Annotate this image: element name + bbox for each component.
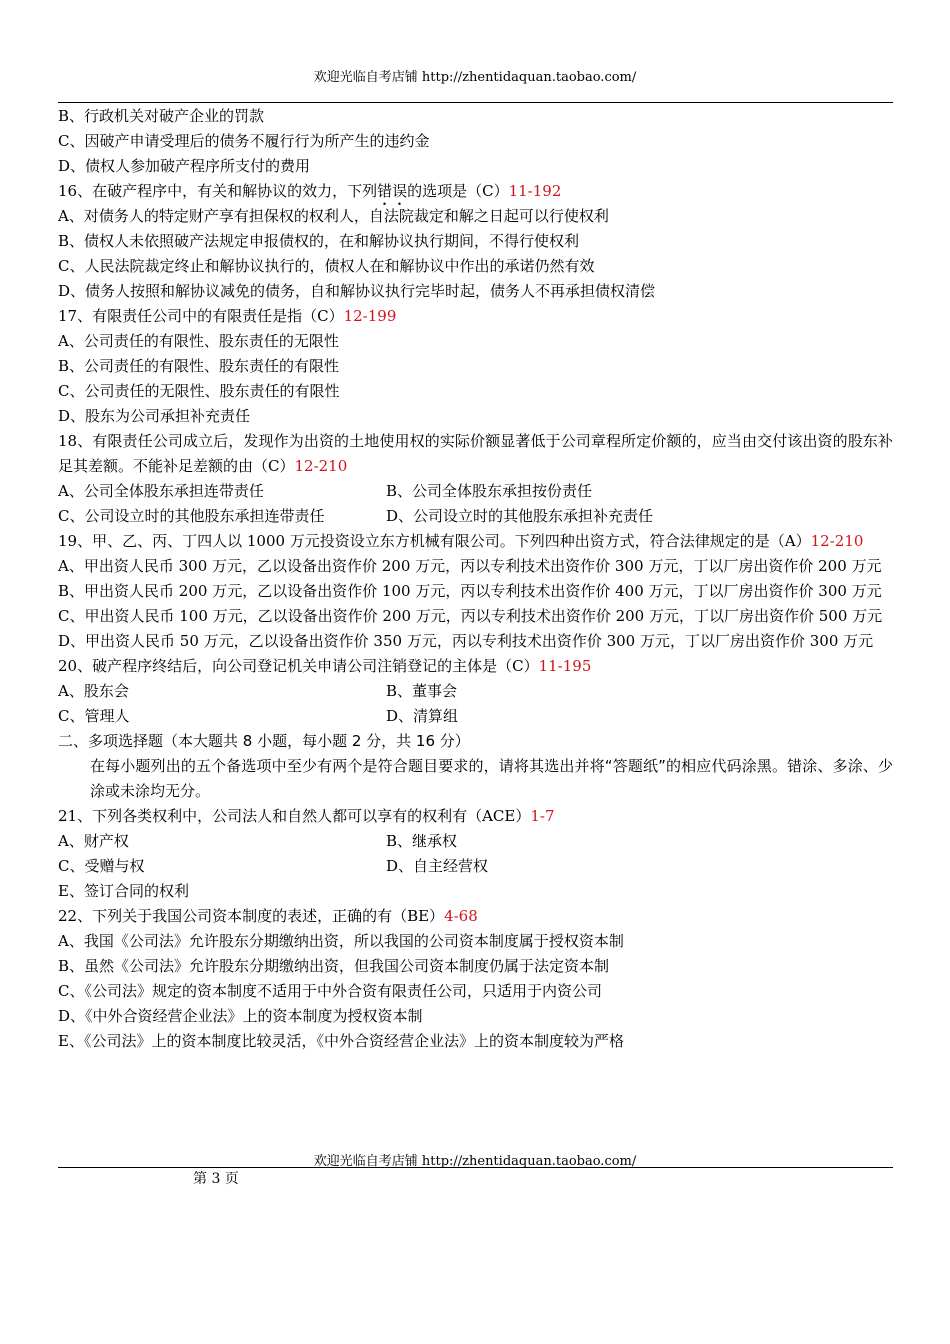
option-row: A、股东会 B、董事会 [58,682,458,700]
document-body [58,104,893,1054]
question-17: 17、有限责任公司中的有限责任是指（C）12-199 [58,307,397,325]
option-line: E、《公司法》上的资本制度比较灵活，《中外合资经营企业法》上的资本制度较为严格 [58,1032,624,1050]
option-row: A、公司全体股东承担连带责任 B、公司全体股东承担按份责任 [58,482,593,500]
question-18: 18、有限责任公司成立后，发现作为出资的土地使用权的实际价额显著低于公司章程所定价额的，应当由交付该出资的股东补足其差额。不能补足差额的由（C）12-210 [58,432,893,475]
option-row: A、财产权 B、继承权 [58,832,458,850]
reference-code: 11-195 [538,657,592,675]
reference-code: 11-192 [508,182,562,200]
option-line: A、甲出资人民币 300 万元，乙以设备出资作价 200 万元，丙以专利技术出资作价 300 万元，丁以厂房出资作价 200 万元 [58,557,882,575]
reference-code: 12-210 [810,532,864,550]
option-line: D、债务人按照和解协议减免的债务，自和解协议执行完毕时起，债务人不再承担债权清偿 [58,282,656,300]
option-line: E、签订合同的权利 [58,882,189,900]
question-20: 20、破产程序终结后，向公司登记机关申请公司注销登记的主体是（C）11-195 [58,657,592,675]
option-line: C、公司责任的无限性、股东责任的有限性 [58,382,340,400]
reference-code: 12-199 [343,307,397,325]
option-line: C、人民法院裁定终止和解协议执行的，债权人在和解协议中作出的承诺仍然有效 [58,257,595,275]
footer-rule [58,1167,893,1168]
page-number: 第 3 页 [193,1171,239,1187]
option-line: A、对债务人的特定财产享有担保权的权利人，自法院裁定和解之日起可以行使权利 [58,207,609,225]
option-line: C、《公司法》规定的资本制度不适用于中外合资有限责任公司，只适用于内资公司 [58,982,602,1000]
option-row: C、公司设立时的其他股东承担连带责任 D、公司设立时的其他股东承担补充责任 [58,507,654,525]
header-rule [58,102,893,103]
option-line: B、行政机关对破产企业的罚款 [58,107,265,125]
question-16: 16、在破产程序中，有关和解协议的效力，下列错误的选项是（C）11-192 [58,182,562,200]
page-footer: 欢迎光临自考店铺 http://zhentidaquan.taobao.com/ [313,1154,637,1169]
option-line: B、债权人未依照破产法规定申报债权的，在和解协议执行期间，不得行使权利 [58,232,580,250]
option-line: B、公司责任的有限性、股东责任的有限性 [58,357,340,375]
option-line: A、公司责任的有限性、股东责任的无限性 [58,332,339,350]
option-row: C、管理人 D、清算组 [58,707,459,725]
option-line: B、虽然《公司法》允许股东分期缴纳出资，但我国公司资本制度仍属于法定资本制 [58,957,610,975]
emphasized-word: 错误 [377,182,408,200]
section-heading: 二、多项选择题（本大题共 8 小题，每小题 2 分，共 16 分） [58,732,470,750]
option-line: D、甲出资人民币 50 万元，乙以设备出资作价 350 万元，丙以专利技术出资作价 300 万元，丁以厂房出资作价 300 万元 [58,632,874,650]
reference-code: 12-210 [294,457,348,475]
question-22: 22、下列关于我国公司资本制度的表述，正确的有（BE）4-68 [58,907,478,925]
option-line: C、甲出资人民币 100 万元，乙以设备出资作价 200 万元，丙以专利技术出资作价 200 万元，丁以厂房出资作价 500 万元 [58,607,883,625]
reference-code: 4-68 [444,907,478,925]
option-line: A、我国《公司法》允许股东分期缴纳出资，所以我国的公司资本制度属于授权资本制 [58,932,624,950]
option-line: C、因破产申请受理后的债务不履行行为所产生的违约金 [58,132,430,150]
option-line: D、债权人参加破产程序所支付的费用 [58,157,311,175]
section-instructions: 在每小题列出的五个备选项中至少有两个是符合题目要求的，请将其选出并将“答题纸”的相应代码涂黑。错涂、多涂、少涂或未涂均无分。 [90,757,893,800]
question-21: 21、下列各类权利中，公司法人和自然人都可以享有的权利有（ACE）1-7 [58,807,555,825]
reference-code: 1-7 [530,807,555,825]
page-header: 欢迎光临自考店铺 http://zhentidaquan.taobao.com/ [313,70,637,85]
question-19: 19、甲、乙、丙、丁四人以 1000 万元投资设立东方机械有限公司。下列四种出资方式，符合法律规定的是（A）12-210 [58,532,864,550]
option-line: D、《中外合资经营企业法》上的资本制度为授权资本制 [58,1007,423,1025]
option-row: C、受赠与权 D、自主经营权 [58,857,489,875]
option-line: B、甲出资人民币 200 万元，乙以设备出资作价 100 万元，丙以专利技术出资作价 400 万元，丁以厂房出资作价 300 万元 [58,582,882,600]
option-line: D、股东为公司承担补充责任 [58,407,251,425]
